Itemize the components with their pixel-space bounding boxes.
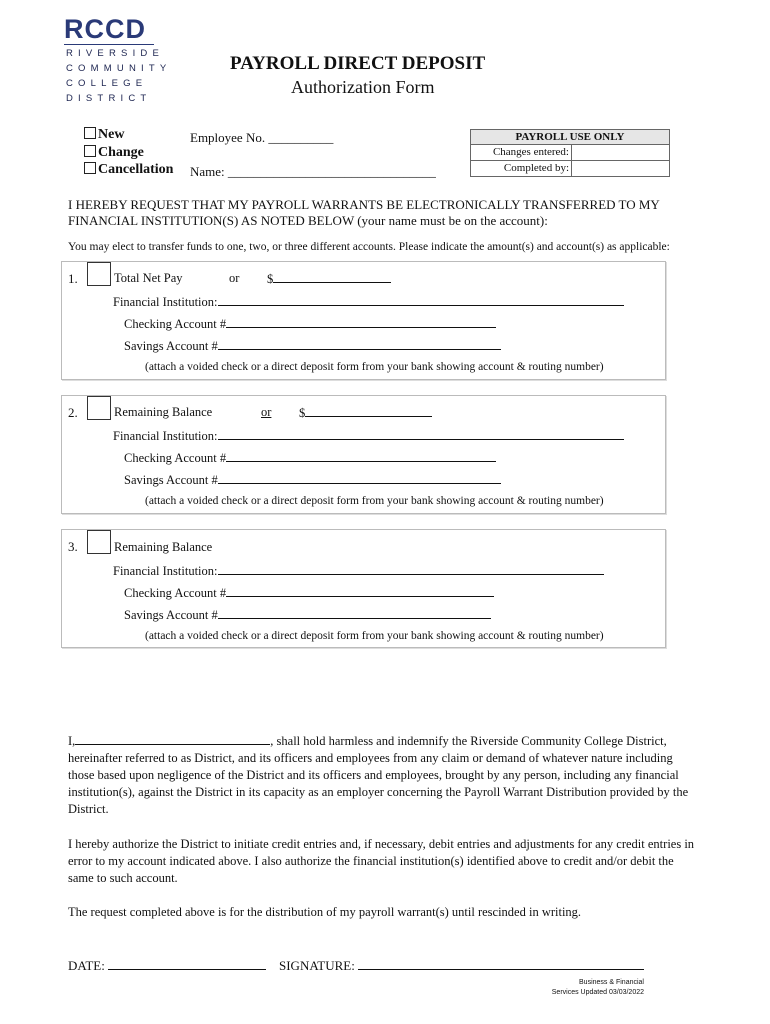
logo-divider [64, 44, 154, 45]
option-new[interactable]: New [84, 127, 124, 143]
changes-entered-value[interactable] [572, 145, 669, 160]
completed-by-value[interactable] [572, 161, 669, 176]
institution-field[interactable] [218, 428, 624, 440]
payroll-use-header: PAYROLL USE ONLY [471, 130, 669, 145]
form-title: PAYROLL DIRECT DEPOSIT [230, 53, 486, 74]
signature-row [279, 958, 644, 974]
date-row [68, 958, 266, 974]
logo-line-3: COLLEGE [66, 78, 148, 89]
institution-label: Financial Institution: [113, 429, 218, 443]
institution-label: Financial Institution: [113, 295, 218, 309]
checking-field[interactable] [226, 585, 494, 597]
payroll-use-box [470, 129, 670, 177]
institution-label: Financial Institution: [113, 564, 218, 578]
form-subtitle: Authorization Form [291, 77, 435, 97]
deposit-section-2 [61, 395, 666, 514]
checking-label: Checking Account # [124, 586, 227, 600]
date-field[interactable] [108, 958, 266, 970]
savings-label: Savings Account # [124, 473, 218, 487]
indemnify-text: hereinafter referred to as District, and its officers and employees from any claim or demand of whatever nature including those based upon negligence of the District and its officers and employees, brought by any person, including any financial institution(s), against the District in its capacity as an employer concerning the Payroll Warrant Distribution provided by the District. [68, 751, 689, 816]
checking-label: Checking Account # [124, 317, 227, 331]
logo-line-2: COMMUNITY [66, 63, 172, 74]
option-cancellation[interactable]: Cancellation [84, 162, 173, 178]
checking-field[interactable] [226, 450, 496, 462]
section-1-checkbox[interactable] [87, 262, 111, 286]
savings-label: Savings Account # [124, 608, 218, 622]
indemnify-name-field[interactable] [75, 733, 270, 745]
employee-no-field[interactable]: Employee No. __________ [190, 130, 334, 145]
or-label: or [229, 271, 240, 285]
attach-note: (attach a voided check or a direct deposit form from your bank showing account & routing number) [145, 361, 604, 373]
savings-field[interactable] [218, 472, 501, 484]
rccd-logo: RCCD [64, 14, 146, 44]
footer-dept: Business & Financial [579, 979, 644, 986]
date-label: DATE: [68, 958, 105, 973]
amount-field[interactable] [273, 271, 391, 283]
option-change[interactable]: Change [84, 145, 144, 161]
footer-updated: Services Updated 03/03/2022 [551, 989, 644, 996]
institution-field[interactable] [218, 294, 624, 306]
savings-field[interactable] [218, 607, 491, 619]
rescind-statement: The request completed above is for the distribution of my payroll warrant(s) until rescinded in writing. [68, 905, 582, 919]
logo-line-4: DISTRICT [66, 93, 152, 104]
checkbox-new[interactable] [84, 127, 96, 139]
savings-label: Savings Account # [124, 339, 218, 353]
changes-entered-label: Changes entered: [471, 145, 572, 160]
section-3-checkbox[interactable] [87, 530, 111, 554]
section-label: Remaining Balance [114, 405, 213, 419]
indemnify-prefix: I, [68, 734, 76, 748]
completed-by-label: Completed by: [471, 161, 572, 176]
amount-field[interactable] [305, 405, 432, 417]
deposit-section-1 [61, 261, 666, 380]
signature-field[interactable] [358, 958, 644, 970]
indemnify-line1: , shall hold harmless and indemnify the Riverside Community College District, [270, 734, 667, 748]
section-2-checkbox[interactable] [87, 396, 111, 420]
indemnify-paragraph [68, 733, 698, 818]
dollar-sign: $ [267, 272, 274, 286]
attach-note: (attach a voided check or a direct deposit form from your bank showing account & routing number) [145, 495, 604, 507]
institution-field[interactable] [218, 563, 604, 575]
logo-line-1: RIVERSIDE [66, 48, 165, 59]
deposit-section-3 [61, 529, 666, 648]
section-number: 3. [68, 539, 78, 554]
attach-note: (attach a voided check or a direct deposit form from your bank showing account & routing number) [145, 630, 604, 642]
elect-instructions: You may elect to transfer funds to one, two, or three different accounts. Please indicate the amount(s) and account(s) as applicable: [68, 241, 670, 253]
savings-field[interactable] [218, 338, 501, 350]
section-label: Total Net Pay [114, 271, 183, 285]
section-number: 1. [68, 271, 78, 286]
checkbox-cancellation[interactable] [84, 162, 96, 174]
checking-field[interactable] [226, 316, 496, 328]
authorize-paragraph: I hereby authorize the District to initiate credit entries and, if necessary, debit entries and adjustments for any credit entries in error to my account indicated above. I also authorize the financial institution(s) identified above to credit and/or debit the same to such account. [68, 837, 695, 885]
or-label: or [261, 405, 272, 419]
section-number: 2. [68, 405, 78, 420]
section-label: Remaining Balance [114, 540, 213, 554]
signature-label: SIGNATURE: [279, 958, 355, 973]
checkbox-change[interactable] [84, 145, 96, 157]
request-statement: I HEREBY REQUEST THAT MY PAYROLL WARRANTS BE ELECTRONICALLY TRANSFERRED TO MY FINANCIAL INSTITUTION(S) AS NOTED BELOW (your name must be on the account): [68, 197, 660, 228]
name-field[interactable]: Name: ________________________________ [190, 164, 436, 179]
dollar-sign: $ [299, 406, 306, 420]
checking-label: Checking Account # [124, 451, 227, 465]
